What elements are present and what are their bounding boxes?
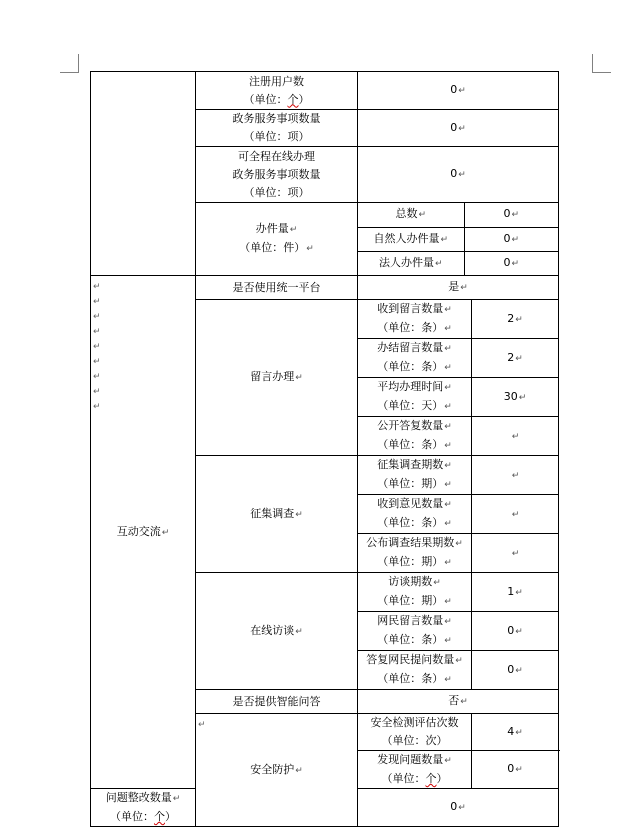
paragraph-marks-security: ↵ <box>198 720 206 730</box>
survey-results-value: ↵ <box>472 534 559 573</box>
messages-received-value: 2↵ <box>472 300 559 339</box>
messages-public-label: 公开答复数量↵ （单位：条）↵ <box>358 417 472 456</box>
interview-messages-value: 0↵ <box>472 612 559 651</box>
unified-platform-label: 是否使用统一平台 <box>196 276 358 300</box>
survey-opinions-label: 收到意见数量↵ （单位：条）↵ <box>358 495 472 534</box>
interview-periods-label: 访谈期数↵ （单位：期）↵ <box>358 573 472 612</box>
section-interaction: ↵ ↵ ↵ ↵ ↵ ↵ ↵ ↵ ↵ 互动交流↵ <box>91 276 196 789</box>
handled-total-label: 总数↵ <box>358 203 464 227</box>
handled-label: 办件量↵ （单位：件）↵ <box>196 203 358 276</box>
handled-subtable-cell <box>358 203 559 276</box>
unified-platform-value: 是↵ <box>358 276 559 300</box>
interview-replies-value: 0↵ <box>472 651 559 690</box>
gov-services-label: 政务服务事项数量 （单位：项） <box>196 110 358 147</box>
page-corner-mark-top-left <box>60 54 79 73</box>
statistics-table <box>90 71 559 827</box>
survey-periods-label: 征集调查期数↵ （单位：期）↵ <box>358 456 472 495</box>
interview-replies-label: 答复网民提问数量↵ （单位：条）↵ <box>358 651 472 690</box>
handled-subtable <box>358 203 558 275</box>
interview-label: 在线访谈↵ <box>196 573 358 690</box>
survey-opinions-value: ↵ <box>472 495 559 534</box>
messages-avg-time-label: 平均办理时间↵ （单位：天）↵ <box>358 378 472 417</box>
handled-natural-label: 自然人办件量↵ <box>358 227 464 251</box>
full-online-label: 可全程在线办理 政务服务事项数量 （单位：项） <box>196 147 358 203</box>
issues-fixed-value: 0↵ <box>358 789 559 827</box>
gov-services-value: 0↵ <box>358 110 559 147</box>
survey-label: 征集调查↵ <box>196 456 358 573</box>
messages-label: 留言办理↵ <box>196 300 358 456</box>
issues-fixed-label: 问题整改数量↵ （单位：个） <box>91 789 196 827</box>
paragraph-marks: ↵ ↵ ↵ ↵ ↵ ↵ ↵ ↵ ↵ <box>93 282 101 412</box>
survey-periods-value: ↵ <box>472 456 559 495</box>
messages-received-label: 收到留言数量↵ （单位：条）↵ <box>358 300 472 339</box>
interview-periods-value: 1↵ <box>472 573 559 612</box>
registered-users-value: 0↵ <box>358 72 559 110</box>
section-security: ↵ 安全防护↵ <box>196 714 358 827</box>
smart-qa-value: 否↵ <box>358 690 559 714</box>
full-online-value: 0↵ <box>358 147 559 203</box>
page-corner-mark-top-right <box>592 54 611 73</box>
registered-users-label: 注册用户数 （单位：个） <box>196 72 358 110</box>
issues-found-value: 0↵ <box>472 751 559 789</box>
handled-legal-value: 0↵ <box>464 251 558 275</box>
messages-public-value: ↵ <box>472 417 559 456</box>
messages-avg-time-value: 30↵ <box>472 378 559 417</box>
handled-total-value: 0↵ <box>464 203 558 227</box>
issues-found-label: 发现问题数量↵ （单位：个） <box>358 751 472 789</box>
messages-closed-label: 办结留言数量↵ （单位：条）↵ <box>358 339 472 378</box>
handled-legal-label: 法人办件量↵ <box>358 251 464 275</box>
messages-closed-value: 2↵ <box>472 339 559 378</box>
security-tests-value: 4↵ <box>472 714 559 751</box>
security-tests-label: 安全检测评估次数 （单位：次） <box>358 714 472 751</box>
smart-qa-label: 是否提供智能问答 <box>196 690 358 714</box>
survey-results-label: 公布调查结果期数↵ （单位：期）↵ <box>358 534 472 573</box>
interview-messages-label: 网民留言数量↵ （单位：条）↵ <box>358 612 472 651</box>
handled-natural-value: 0↵ <box>464 227 558 251</box>
section-cell-blank <box>91 72 196 276</box>
